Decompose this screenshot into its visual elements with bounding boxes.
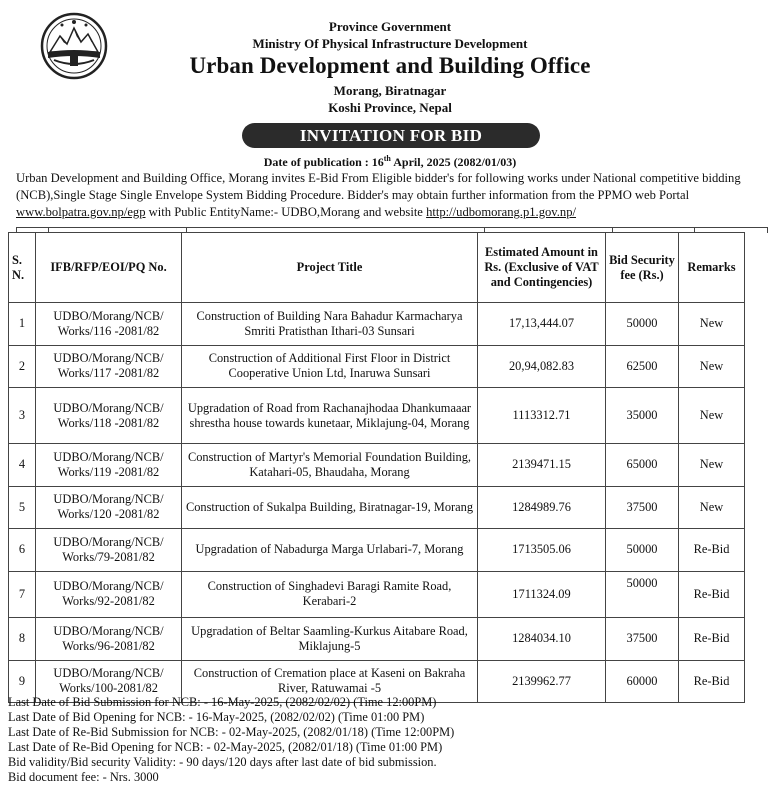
- cell-title: Construction of Additional First Floor in District Cooperative Union Ltd, Inaruwa Sunsari: [182, 345, 478, 388]
- cell-ifb: UDBO/Morang/NCB/ Works/100-2081/82: [36, 660, 182, 703]
- cell-fee: 60000: [606, 660, 679, 703]
- cell-amount: 2139962.77: [478, 660, 606, 703]
- invitation-banner: INVITATION FOR BID: [242, 123, 540, 148]
- cell-sn: 5: [9, 486, 36, 529]
- note-bid-validity: Bid validity/Bid security Validity: - 90 days/120 days after last date of bid submission.: [8, 755, 437, 769]
- header-ifb: IFB/RFP/EOI/PQ No.: [36, 233, 182, 303]
- table-row: [9, 444, 745, 487]
- cell-remarks: New: [679, 345, 745, 388]
- cell-fee: 50000: [606, 529, 679, 572]
- cell-title: Construction of Building Nara Bahadur Karmacharya Smriti Pratisthan Ithari-03 Sunsari: [182, 303, 478, 346]
- header-amount: Estimated Amount in Rs. (Exclusive of VAT and Contingencies): [478, 233, 606, 303]
- cell-remarks: Re-Bid: [679, 529, 745, 572]
- cell-sn: 3: [9, 388, 36, 444]
- cell-ifb: UDBO/Morang/NCB/ Works/118 -2081/82: [36, 388, 182, 444]
- location-line-2: Koshi Province, Nepal: [328, 100, 452, 115]
- cell-title: Construction of Singhadevi Baragi Ramite Road, Kerabari-2: [182, 571, 478, 618]
- divider: [16, 227, 768, 228]
- cell-sn: 8: [9, 618, 36, 661]
- cell-ifb: UDBO/Morang/NCB/ Works/96-2081/82: [36, 618, 182, 661]
- government-heading: Province Government: [328, 19, 452, 34]
- cell-ifb: UDBO/Morang/NCB/ Works/116 -2081/82: [36, 303, 182, 346]
- cell-sn: 7: [9, 571, 36, 618]
- ministry-heading: Ministry Of Physical Infrastructure Development: [252, 36, 528, 51]
- office-website-link[interactable]: http://udbomorang.p1.gov.np/: [426, 205, 577, 219]
- table-row: [9, 618, 745, 661]
- table-row: [9, 529, 745, 572]
- cell-fee: 50000: [606, 303, 679, 346]
- cell-sn: 2: [9, 345, 36, 388]
- cell-title: Construction of Martyr's Memorial Foundation Building, Katahari-05, Bhaudaha, Morang: [182, 444, 478, 487]
- cell-fee: 35000: [606, 388, 679, 444]
- note-bid-opening: Last Date of Bid Opening for NCB: - 16-May-2025, (2082/02/02) (Time 01:00 PM): [8, 710, 425, 724]
- cell-amount: 2139471.15: [478, 444, 606, 487]
- cell-sn: 1: [9, 303, 36, 346]
- cell-ifb: UDBO/Morang/NCB/ Works/119 -2081/82: [36, 444, 182, 487]
- cell-remarks: Re-Bid: [679, 660, 745, 703]
- note-rebid-submission: Last Date of Re-Bid Submission for NCB: - 02-May-2025, (2082/01/18) (Time 12:00PM): [8, 725, 455, 739]
- cell-remarks: New: [679, 388, 745, 444]
- cell-fee: 37500: [606, 618, 679, 661]
- divider-tick: [767, 227, 768, 233]
- table-header-row: [9, 233, 745, 303]
- cell-amount: 1711324.09: [478, 571, 606, 618]
- table-row: [9, 486, 745, 529]
- cell-remarks: New: [679, 303, 745, 346]
- table-row: [9, 303, 745, 346]
- intro-paragraph: Urban Development and Building Office, Morang invites E-Bid From Eligible bidder's for following works under National competitive bidding (NCB),Single Stage Single Envelope System Bidding Procedure. Bidder's may obtain further information from the PPMO web Portal www.bolpatra.gov.np/egp with Public EntityName:- UDBO,Morang and website http://udbomorang.p1.gov.np/: [16, 171, 741, 219]
- header-sn: S. N.: [9, 233, 36, 303]
- header-fee: Bid Security fee (Rs.): [606, 233, 679, 303]
- cell-amount: 20,94,082.83: [478, 345, 606, 388]
- table-row: [9, 345, 745, 388]
- bid-table: [8, 232, 745, 703]
- cell-sn: 4: [9, 444, 36, 487]
- cell-amount: 1113312.71: [478, 388, 606, 444]
- cell-fee: 65000: [606, 444, 679, 487]
- cell-remarks: New: [679, 444, 745, 487]
- cell-amount: 1284034.10: [478, 618, 606, 661]
- note-rebid-opening: Last Date of Re-Bid Opening for NCB: - 02-May-2025, (2082/01/18) (Time 01:00 PM): [8, 740, 443, 754]
- cell-remarks: Re-Bid: [679, 571, 745, 618]
- cell-amount: 1284989.76: [478, 486, 606, 529]
- location-line-1: Morang, Biratnagar: [333, 83, 447, 98]
- cell-title: Upgradation of Nabadurga Marga Urlabari-7, Morang: [182, 529, 478, 572]
- cell-ifb: UDBO/Morang/NCB/ Works/120 -2081/82: [36, 486, 182, 529]
- publication-date: Date of publication : 16th April, 2025 (2082/01/03): [263, 154, 517, 169]
- cell-remarks: Re-Bid: [679, 618, 745, 661]
- cell-remarks: New: [679, 486, 745, 529]
- cell-amount: 17,13,444.07: [478, 303, 606, 346]
- table-row: [9, 571, 745, 618]
- cell-ifb: UDBO/Morang/NCB/ Works/79-2081/82: [36, 529, 182, 572]
- note-document-fee: Bid document fee: - Nrs. 3000: [8, 770, 159, 784]
- cell-title: Upgradation of Road from Rachanajhodaa Dhankumaaar shrestha house towards kunetaar, Miklajung-04, Morang: [182, 388, 478, 444]
- header-title: Project Title: [182, 233, 478, 303]
- cell-ifb: UDBO/Morang/NCB/ Works/92-2081/82: [36, 571, 182, 618]
- cell-amount: 1713505.06: [478, 529, 606, 572]
- cell-title: Upgradation of Beltar Saamling-Kurkus Aitabare Road, Miklajung-5: [182, 618, 478, 661]
- header-remarks: Remarks: [679, 233, 745, 303]
- table-row: [9, 388, 745, 444]
- deadline-notes: [8, 695, 768, 785]
- cell-fee: 62500: [606, 345, 679, 388]
- cell-fee: 50000: [606, 571, 679, 618]
- office-title: Urban Development and Building Office: [189, 53, 591, 78]
- cell-fee: 37500: [606, 486, 679, 529]
- ppmo-portal-link[interactable]: www.bolpatra.gov.np/egp: [16, 205, 146, 219]
- note-bid-submission: Last Date of Bid Submission for NCB: - 16-May-2025, (2082/02/02) (Time 12:00PM): [8, 695, 437, 709]
- cell-sn: 9: [9, 660, 36, 703]
- cell-title: Construction of Sukalpa Building, Biratnagar-19, Morang: [182, 486, 478, 529]
- cell-ifb: UDBO/Morang/NCB/ Works/117 -2081/82: [36, 345, 182, 388]
- cell-sn: 6: [9, 529, 36, 572]
- cell-title: Construction of Cremation place at Kaseni on Bakraha River, Ratuwamai -5: [182, 660, 478, 703]
